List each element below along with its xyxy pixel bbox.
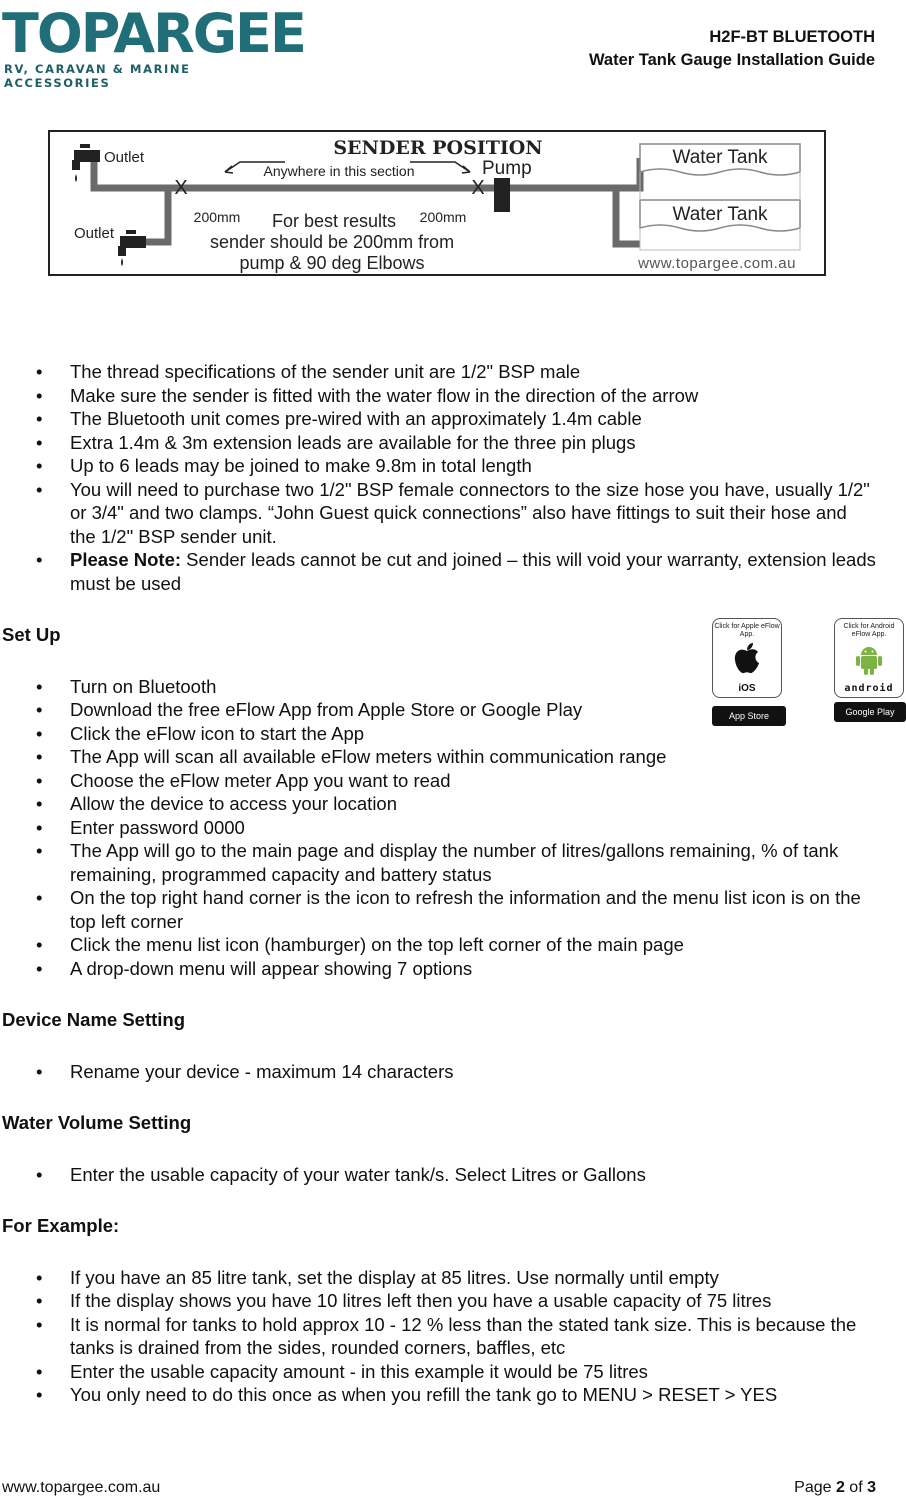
- pump-label: Pump: [482, 158, 532, 179]
- android-label: android: [844, 683, 894, 694]
- water-volume-list: [0, 1163, 906, 1187]
- distance-left: 200mm: [193, 209, 241, 225]
- list-item: • The thread specifications of the sender unit are 1/2" BSP male: [0, 360, 906, 384]
- anywhere-label: Anywhere in this section: [263, 163, 415, 179]
- ios-label: iOS: [738, 683, 756, 694]
- list-item: • You only need to do this once as when you refill the tank go to MENU > RESET > YES: [0, 1383, 906, 1407]
- list-item: • Enter the usable capacity of your water tank/s. Select Litres or Gallons: [0, 1163, 906, 1187]
- list-item: • The Bluetooth unit comes pre-wired with an approximately 1.4m cable: [0, 407, 906, 431]
- android-caption: Click for Android eFlow App.: [843, 623, 895, 638]
- please-note-label: Please Note:: [70, 549, 182, 570]
- title-line-1: H2F-BT BLUETOOTH: [709, 28, 875, 46]
- list-item: • Make sure the sender is fitted with the water flow in the direction of the arrow: [0, 384, 906, 408]
- outlet-label-top: Outlet: [104, 149, 145, 166]
- apple-app-badge[interactable]: [712, 618, 782, 698]
- setup-heading: Set Up: [2, 624, 61, 645]
- water-volume-heading: Water Volume Setting: [2, 1112, 192, 1133]
- list-item: • On the top right hand corner is the icon to refresh the information and the menu list icon is on the top left corner: [0, 886, 906, 933]
- list-item: • Extra 1.4m & 3m extension leads are available for the three pin plugs: [0, 431, 906, 455]
- page-total: 3: [867, 1479, 876, 1496]
- list-item: • The App will scan all available eFlow meters within communication range: [0, 745, 906, 769]
- note-line-3: pump & 90 deg Elbows: [239, 253, 425, 273]
- footer-website: www.topargee.com.au: [2, 1479, 161, 1496]
- list-item: • Turn on Bluetooth: [0, 675, 906, 699]
- note-line-1: For best results: [271, 211, 397, 231]
- logo-tagline: RV, CARAVAN & MARINE ACCESSORIES: [4, 62, 191, 90]
- outlet-label-bottom: Outlet: [74, 225, 115, 242]
- list-item: • Enter the usable capacity amount - in this example it would be 75 litres: [0, 1360, 906, 1384]
- pump-icon: [494, 178, 510, 212]
- apple-icon: [730, 641, 764, 677]
- diagram-website: www.topargee.com.au: [638, 255, 796, 272]
- list-item: • A drop-down menu will appear showing 7 options: [0, 957, 906, 981]
- page-of: of: [844, 1479, 868, 1496]
- android-robot-icon: [852, 641, 886, 677]
- list-item: • Click the eFlow icon to start the App: [0, 722, 906, 746]
- instructions: [0, 360, 906, 1407]
- page-prefix: Page: [794, 1479, 836, 1496]
- tap-icon-bottom: [118, 230, 146, 266]
- x-mark-right: X: [471, 177, 485, 199]
- list-item: • Up to 6 leads may be joined to make 9.8m in total length: [0, 454, 906, 478]
- tank-label-1: Water Tank: [672, 147, 768, 168]
- diagram-drawing: [50, 132, 824, 274]
- list-item: • If the display shows you have 10 litres left then you have a usable capacity of 75 litres: [0, 1289, 906, 1313]
- sender-position-diagram: [48, 130, 826, 276]
- title-line-2: Water Tank Gauge Installation Guide: [588, 51, 875, 69]
- list-item: • You will need to purchase two 1/2" BSP female connectors to the size hose you have, usually 1/2" or 3/4" and two clamps. “John Guest quick connections” also have fittings to suit their hose and the 1/2" BSP sender unit.: [0, 478, 906, 549]
- app-store-button[interactable]: App Store: [712, 706, 786, 726]
- device-name-list: [0, 1060, 906, 1084]
- google-play-button[interactable]: Google Play: [834, 702, 906, 722]
- apple-caption: Click for Apple eFlow App.: [714, 623, 780, 638]
- diagram-title: SENDER POSITION: [333, 137, 543, 159]
- document-title: [589, 26, 875, 72]
- please-note-item: [0, 548, 906, 595]
- list-item: • The App will go to the main page and display the number of litres/gallons remaining, % of tank remaining, programmed capacity and battery status: [0, 839, 906, 886]
- list-item: • Enter password 0000: [0, 816, 906, 840]
- logo-wordmark: TOPARGEE: [2, 2, 305, 65]
- please-note-text: Sender leads cannot be cut and joined – this will void your warranty, extension leads must be used: [70, 549, 876, 594]
- company-logo: [2, 2, 305, 90]
- list-item: • Click the menu list icon (hamburger) on the top left corner of the main page: [0, 933, 906, 957]
- note-line-2: sender should be 200mm from: [209, 232, 455, 252]
- list-item: • Download the free eFlow App from Apple Store or Google Play: [0, 698, 906, 722]
- device-name-heading: Device Name Setting: [2, 1009, 186, 1030]
- list-item: • If you have an 85 litre tank, set the display at 85 litres. Use normally until empty: [0, 1266, 906, 1290]
- install-list: [0, 360, 906, 595]
- page-number: [794, 1479, 876, 1497]
- list-item: • It is normal for tanks to hold approx 10 - 12 % less than the stated tank size. This is because the tanks is drained from the sides, rounded corners, baffles, etc: [0, 1313, 906, 1360]
- example-list: [0, 1266, 906, 1407]
- list-item: • Choose the eFlow meter App you want to read: [0, 769, 906, 793]
- android-app-badge[interactable]: [834, 618, 904, 698]
- list-item: • Allow the device to access your location: [0, 792, 906, 816]
- example-heading: For Example:: [2, 1215, 120, 1236]
- x-mark-left: X: [174, 177, 188, 199]
- page-current: 2: [835, 1479, 845, 1496]
- distance-right: 200mm: [419, 209, 467, 225]
- app-badges: [712, 618, 906, 730]
- list-item: • Rename your device - maximum 14 characters: [0, 1060, 906, 1084]
- tank-label-2: Water Tank: [672, 204, 768, 225]
